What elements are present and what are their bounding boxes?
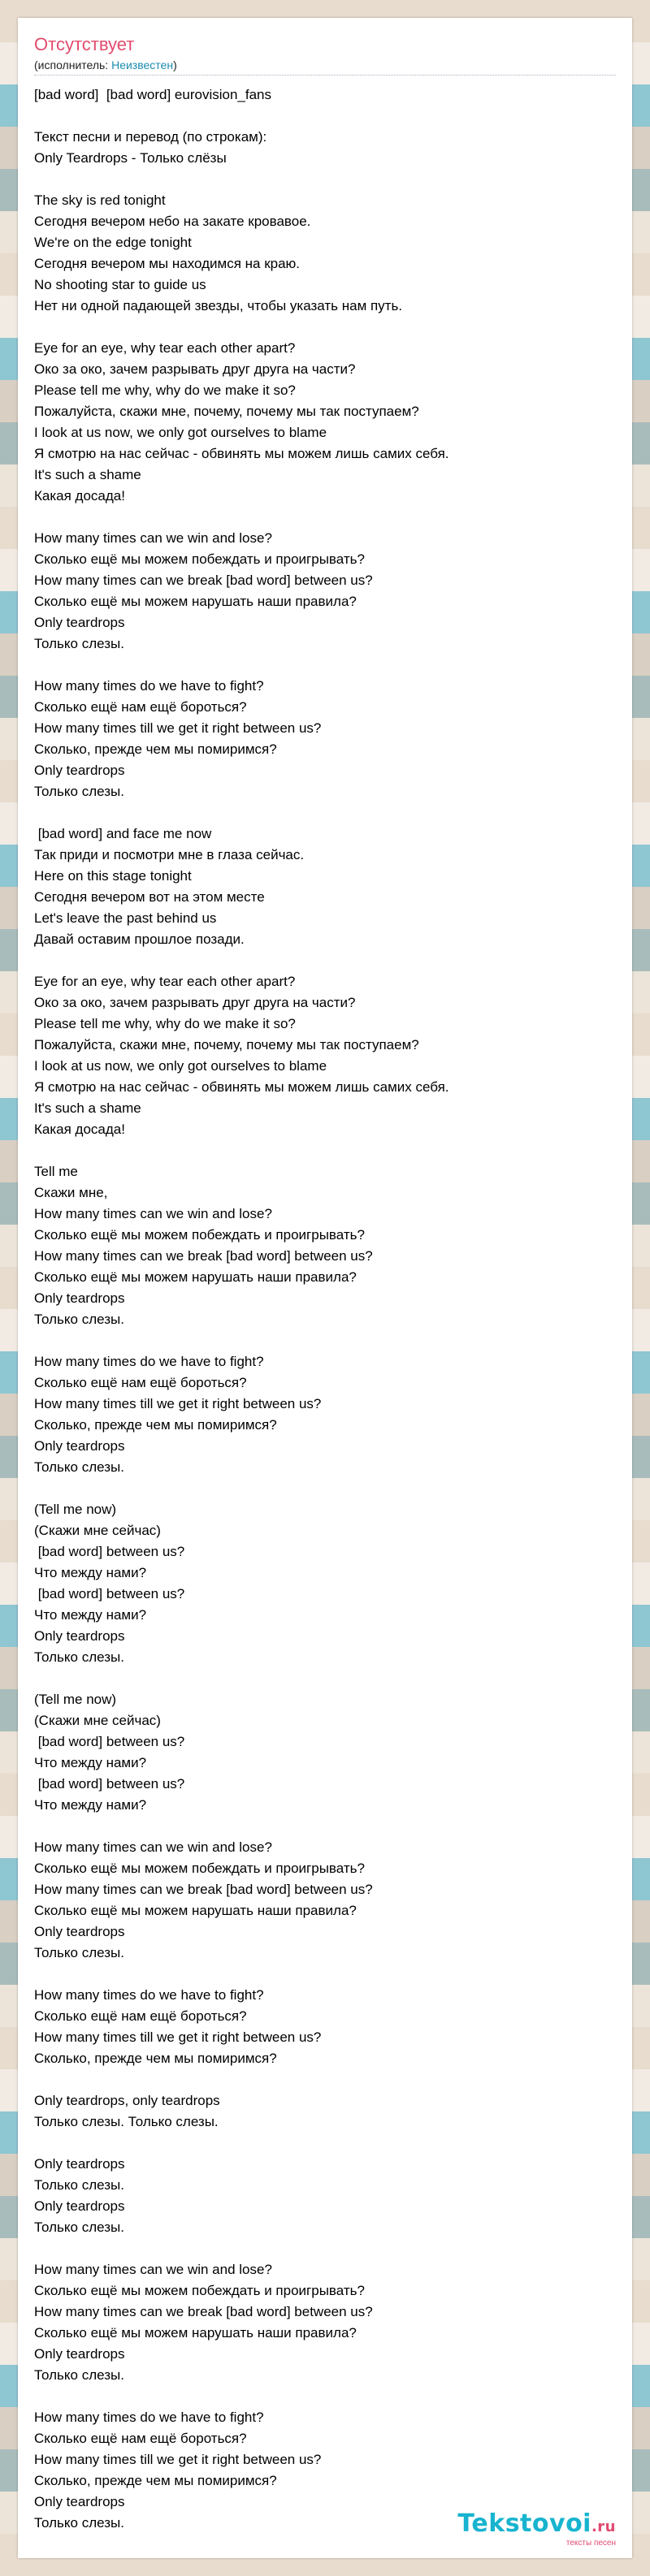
lyric-line: Сегодня вечером небо на закате кровавое. — [34, 214, 311, 229]
lyric-line: Только слезы. — [34, 2219, 124, 2235]
logo-tld: .ru — [591, 2518, 616, 2535]
lyric-line: Only teardrops — [34, 2156, 125, 2172]
artist-line — [34, 58, 177, 71]
artist-suffix: ) — [173, 58, 177, 71]
lyric-line — [34, 1330, 616, 1351]
lyric-line: How many times can we win and lose? — [34, 530, 272, 546]
lyric-line — [34, 507, 616, 528]
lyric-line — [34, 655, 616, 676]
lyric-line: Only teardrops — [34, 615, 125, 630]
lyric-line: [bad word] between us? — [34, 1734, 185, 1749]
lyric-line — [34, 2069, 616, 2090]
lyric-line: (Скажи мне сейчас) — [34, 1713, 161, 1728]
lyric-line: How many times can we break [bad word] between us? — [34, 573, 373, 588]
lyric-line: Только слезы. — [34, 636, 124, 651]
lyric-line: How many times do we have to fight? — [34, 1987, 264, 2003]
lyric-line — [34, 950, 616, 971]
lyric-line: Сегодня вечером вот на этом месте — [34, 889, 265, 905]
lyric-line: (Tell me now) — [34, 1502, 117, 1517]
lyric-line: Please tell me why, why do we make it so? — [34, 1016, 296, 1031]
lyric-line: Что между нами? — [34, 1565, 147, 1580]
lyric-line: Только слезы. — [34, 2515, 124, 2531]
lyric-line: [bad word] between us? — [34, 1544, 185, 1559]
lyric-line: Так приди и посмотри мне в глаза сейчас. — [34, 847, 305, 862]
lyric-line: How many times can we break [bad word] between us? — [34, 1882, 373, 1897]
artist-prefix: (исполнитель: — [34, 58, 112, 71]
lyric-line: Что между нами? — [34, 1755, 147, 1770]
lyric-line: (Скажи мне сейчас) — [34, 1523, 161, 1538]
lyric-line: Сколько ещё мы можем нарушать наши правила? — [34, 1903, 357, 1918]
lyric-line — [34, 2133, 616, 2154]
lyric-line: Только слезы. — [34, 1312, 124, 1327]
lyric-line: [bad word] between us? — [34, 1776, 185, 1792]
lyric-line: How many times can we win and lose? — [34, 2262, 272, 2277]
logo-main: Tekstovoi — [457, 2509, 592, 2538]
lyric-line: Only teardrops — [34, 1438, 125, 1454]
lyric-line: It's such a shame — [34, 1100, 141, 1116]
lyric-line: Only Teardrops - Только слёзы — [34, 150, 227, 166]
lyric-line: No shooting star to guide us — [34, 277, 206, 292]
lyric-line: Пожалуйста, скажи мне, почему, почему мы так поступаем? — [34, 404, 419, 419]
lyric-line: Сколько ещё нам ещё бороться? — [34, 2008, 247, 2024]
lyric-line: Only teardrops — [34, 2494, 125, 2509]
logo-tagline: тексты песен — [566, 2539, 616, 2548]
lyric-line: Сколько ещё мы можем побеждать и проигрывать? — [34, 551, 365, 567]
lyric-line: How many times do we have to fight? — [34, 678, 264, 694]
lyric-line: How many times do we have to fight? — [34, 1354, 264, 1369]
lyric-line: How many times can we break [bad word] between us? — [34, 1248, 373, 1264]
lyric-line: Сколько ещё мы можем нарушать наши правила? — [34, 594, 357, 609]
lyric-line: Only teardrops — [34, 2346, 125, 2362]
lyric-line: How many times can we win and lose? — [34, 1839, 272, 1855]
lyric-line: How many times till we get it right between us? — [34, 2452, 322, 2467]
lyric-line: Что между нами? — [34, 1607, 147, 1623]
lyric-line: How many times till we get it right between us? — [34, 1396, 322, 1411]
lyric-line: Сколько ещё мы можем нарушать наши правила? — [34, 2325, 357, 2340]
divider — [34, 75, 616, 76]
lyric-line: [bad word] between us? — [34, 1586, 185, 1601]
lyrics-text — [34, 84, 616, 2534]
lyrics-card — [18, 18, 632, 2558]
lyric-line: Только слезы. Только слезы. — [34, 2114, 219, 2129]
lyric-line: Только слезы. — [34, 784, 124, 799]
lyric-line: Сколько ещё нам ещё бороться? — [34, 2431, 247, 2446]
lyric-line: Только слезы. — [34, 1945, 124, 1960]
lyric-line — [34, 802, 616, 823]
lyric-line: Сколько, прежде чем мы помиримся? — [34, 2051, 277, 2066]
lyric-line: Only teardrops — [34, 1628, 125, 1644]
lyric-line: Сколько ещё нам ещё бороться? — [34, 1375, 247, 1390]
lyric-line: Here on this stage tonight — [34, 868, 192, 884]
lyric-line: Сегодня вечером мы находимся на краю. — [34, 256, 301, 271]
lyric-line — [34, 317, 616, 338]
lyric-line: Сколько, прежде чем мы помиримся? — [34, 1417, 277, 1433]
lyric-line: Please tell me why, why do we make it so? — [34, 383, 296, 398]
lyric-line: Сколько, прежде чем мы помиримся? — [34, 741, 277, 757]
lyric-line: How many times till we get it right between us? — [34, 720, 322, 736]
lyric-line: Tell me — [34, 1164, 78, 1179]
lyric-line: Only teardrops — [34, 763, 125, 778]
lyric-line: Сколько ещё мы можем побеждать и проигрывать? — [34, 1227, 365, 1243]
lyric-line: Око за око, зачем разрывать друг друга на части? — [34, 995, 356, 1010]
lyric-line — [34, 169, 616, 190]
lyric-line: Только слезы. — [34, 1649, 124, 1665]
lyric-line: Какая досада! — [34, 1122, 125, 1137]
lyric-line — [34, 2386, 616, 2407]
lyric-line: Eye for an eye, why tear each other apart? — [34, 974, 296, 989]
lyric-line: Сколько ещё мы можем нарушать наши правила? — [34, 1269, 357, 1285]
lyric-line: It's such a shame — [34, 467, 141, 482]
lyric-line — [34, 1668, 616, 1689]
lyric-line — [34, 1964, 616, 1985]
lyric-line: Сколько ещё нам ещё бороться? — [34, 699, 247, 715]
lyric-line: Текст песни и перевод (по строкам): — [34, 129, 267, 145]
lyric-line: (Tell me now) — [34, 1692, 117, 1707]
lyric-line: Давай оставим прошлое позади. — [34, 931, 245, 947]
lyric-line — [34, 1816, 616, 1837]
lyric-line: Let's leave the past behind us — [34, 910, 217, 926]
song-title: Отсутствует — [34, 34, 135, 54]
lyric-line — [34, 1140, 616, 1161]
lyric-line: Око за око, зачем разрывать друг друга на части? — [34, 361, 356, 377]
lyric-line: Только слезы. — [34, 2367, 124, 2383]
logo-wordmark — [457, 2511, 616, 2540]
lyric-line: How many times can we win and lose? — [34, 1206, 272, 1221]
lyric-line: Какая досада! — [34, 488, 125, 504]
lyric-line: Только слезы. — [34, 1459, 124, 1475]
lyric-line: Only teardrops — [34, 1290, 125, 1306]
lyric-line: Only teardrops — [34, 1924, 125, 1939]
lyric-line: I look at us now, we only got ourselves to blame — [34, 425, 327, 440]
lyric-line: [bad word] [bad word] eurovision_fans — [34, 87, 272, 102]
lyric-line: The sky is red tonight — [34, 192, 166, 208]
lyric-line: How many times do we have to fight? — [34, 2410, 264, 2425]
lyric-line: Я смотрю на нас сейчас - обвинять мы можем лишь самих себя. — [34, 446, 449, 461]
site-logo[interactable] — [457, 2511, 616, 2548]
lyric-line: How many times till we get it right between us? — [34, 2029, 322, 2045]
lyric-line — [34, 1478, 616, 1499]
lyric-line: Eye for an eye, why tear each other apart? — [34, 340, 296, 356]
lyric-line: Я смотрю на нас сейчас - обвинять мы можем лишь самих себя. — [34, 1079, 449, 1095]
lyric-line — [34, 2238, 616, 2259]
lyric-line: I look at us now, we only got ourselves to blame — [34, 1058, 327, 1074]
lyric-line: Only teardrops — [34, 2198, 125, 2214]
lyric-line: Сколько ещё мы можем побеждать и проигрывать? — [34, 2283, 365, 2298]
lyric-line: Только слезы. — [34, 2177, 124, 2193]
lyric-line: Скажи мне, — [34, 1185, 108, 1200]
lyric-line: How many times can we break [bad word] between us? — [34, 2304, 373, 2319]
lyric-line: We're on the edge tonight — [34, 235, 192, 250]
artist-link[interactable]: Неизвестен — [111, 58, 174, 71]
lyric-line: Only teardrops, only teardrops — [34, 2093, 220, 2108]
lyric-line: [bad word] and face me now — [34, 826, 212, 841]
lyric-line: Что между нами? — [34, 1797, 147, 1813]
lyric-line: Нет ни одной падающей звезды, чтобы указать нам путь. — [34, 298, 403, 313]
lyric-line: Сколько, прежде чем мы помиримся? — [34, 2473, 277, 2488]
lyric-line — [34, 106, 616, 127]
lyric-line: Сколько ещё мы можем побеждать и проигрывать? — [34, 1861, 365, 1876]
lyric-line: Пожалуйста, скажи мне, почему, почему мы так поступаем? — [34, 1037, 419, 1052]
